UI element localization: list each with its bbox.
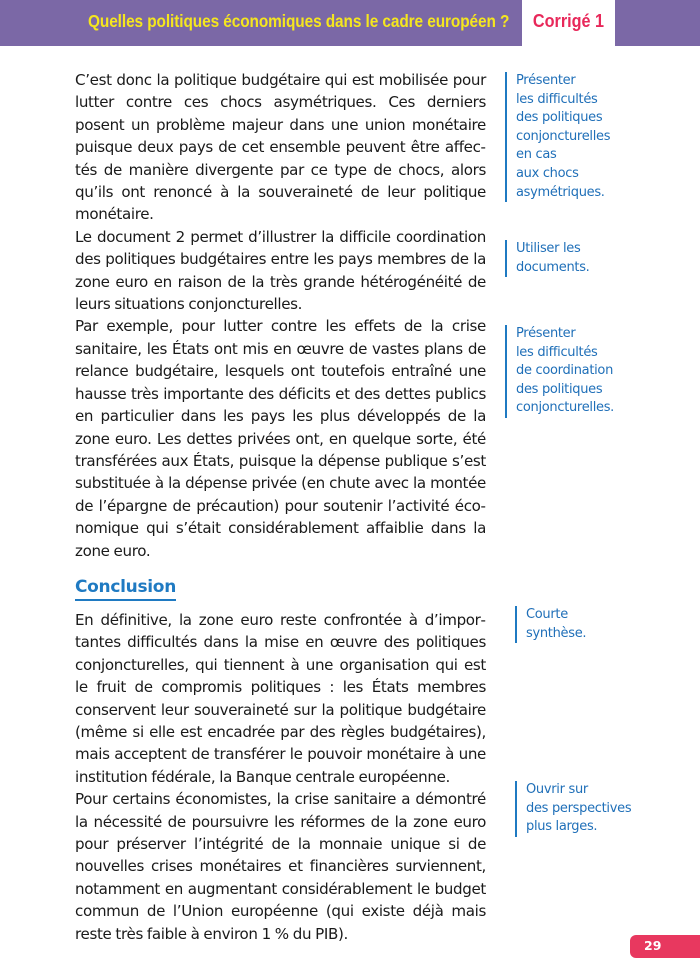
note-line: les difficultés bbox=[516, 91, 598, 107]
main-text-column bbox=[75, 69, 486, 945]
note-line: Utiliser les bbox=[516, 241, 581, 256]
corrige-label: Corrigé 1 bbox=[532, 11, 605, 31]
note-line: Courte bbox=[526, 607, 568, 622]
note-line: conjoncturelles bbox=[516, 128, 611, 144]
note-line: Ouvrir sur bbox=[526, 782, 588, 797]
chapter-title: Quelles politiques économiques dans le cadre européen ? bbox=[88, 11, 510, 31]
note-line: conjoncturelles. bbox=[516, 400, 615, 416]
page-number: 29 bbox=[644, 938, 662, 953]
note-line: des politiques bbox=[516, 110, 603, 126]
body-paragraph-1: C’est donc la politique budgétaire qui est mobilisée pour lutter contre ces chocs asymétriques. Ces derniers posent un problème majeur dans une union monétaire puisque deux pays de cet ensemble peuvent être affectés de manière divergente par ce type de chocs, alors qu’ils ont renoncé à la souveraineté de leur politique monétaire. bbox=[75, 71, 486, 224]
conclusion-paragraph-2: Pour certains économistes, la crise sanitaire a démontré la nécessité de poursuivre les réformes de la zone euro pour préserver l’intégrité de la monnaie unique si de nouvelles crises monétaires et financières surviennent, notamment en augmentant considérablement le budget commun de l’Union européenne (qui existe déjà mais reste très faible à environ 1 % du PIB). bbox=[75, 790, 486, 943]
corrige-tab bbox=[522, 0, 615, 46]
body-paragraph-2: Le document 2 permet d’illustrer la difficile coordination des politiques budgétaires entre les pays membres de la zone euro en raison de la très grande hétérogénéité de leurs situations conjoncturelles. bbox=[75, 227, 486, 314]
note-line: plus larges. bbox=[526, 819, 598, 835]
conclusion-paragraph-1: En définitive, la zone euro reste confrontée à d’importantes difficultés dans la mise en œuvre des politiques conjoncturelles, qui tiennent à une organisation qui est le fruit de compromis politiques : les États membres conservent leur souveraineté sur la politique budgétaire (même si elle est encadrée par des règles budgétaires), mais acceptent de transférer le pouvoir monétaire à une institution fédérale, la Banque centrale européenne. bbox=[75, 610, 486, 786]
note-line: documents. bbox=[516, 259, 590, 275]
margin-note-coordination bbox=[505, 325, 614, 418]
chapter-header-bar bbox=[0, 0, 700, 46]
note-line: Présenter bbox=[516, 73, 576, 88]
margin-note-broader-perspectives bbox=[515, 781, 631, 837]
conclusion-heading: Conclusion bbox=[75, 576, 176, 601]
page-number-badge bbox=[630, 935, 700, 958]
note-line: aux chocs bbox=[516, 165, 579, 181]
note-line: les difficultés bbox=[516, 344, 598, 360]
note-line: en cas bbox=[516, 147, 557, 163]
note-line: des politiques bbox=[516, 381, 603, 397]
note-line: synthèse. bbox=[526, 625, 587, 641]
note-line: Présenter bbox=[516, 326, 576, 341]
note-line: des perspectives bbox=[526, 800, 632, 816]
margin-note-use-documents bbox=[505, 240, 590, 277]
margin-note-asymmetric-shocks bbox=[505, 72, 610, 202]
note-line: de coordination bbox=[516, 363, 614, 379]
body-paragraph-3: Par exemple, pour lutter contre les effets de la crise sanitaire, les États ont mis en œuvre de vastes plans de relance budgétaire, lesquels ont toutefois entraîné une hausse très importante des déficits et des dettes publics en particulier dans les pays les plus développés de la zone euro. Les dettes privées ont, en quelque sorte, été transférées aux États, puisque la dépense publique s’est substituée à la dépense privée (en chute avec la montée de l’épargne de précaution) pour soutenir l’activité économique qui s’était considérablement affaiblie dans la zone euro. bbox=[75, 317, 486, 560]
note-line: asymétriques. bbox=[516, 184, 605, 200]
margin-note-short-synthesis bbox=[515, 606, 586, 643]
